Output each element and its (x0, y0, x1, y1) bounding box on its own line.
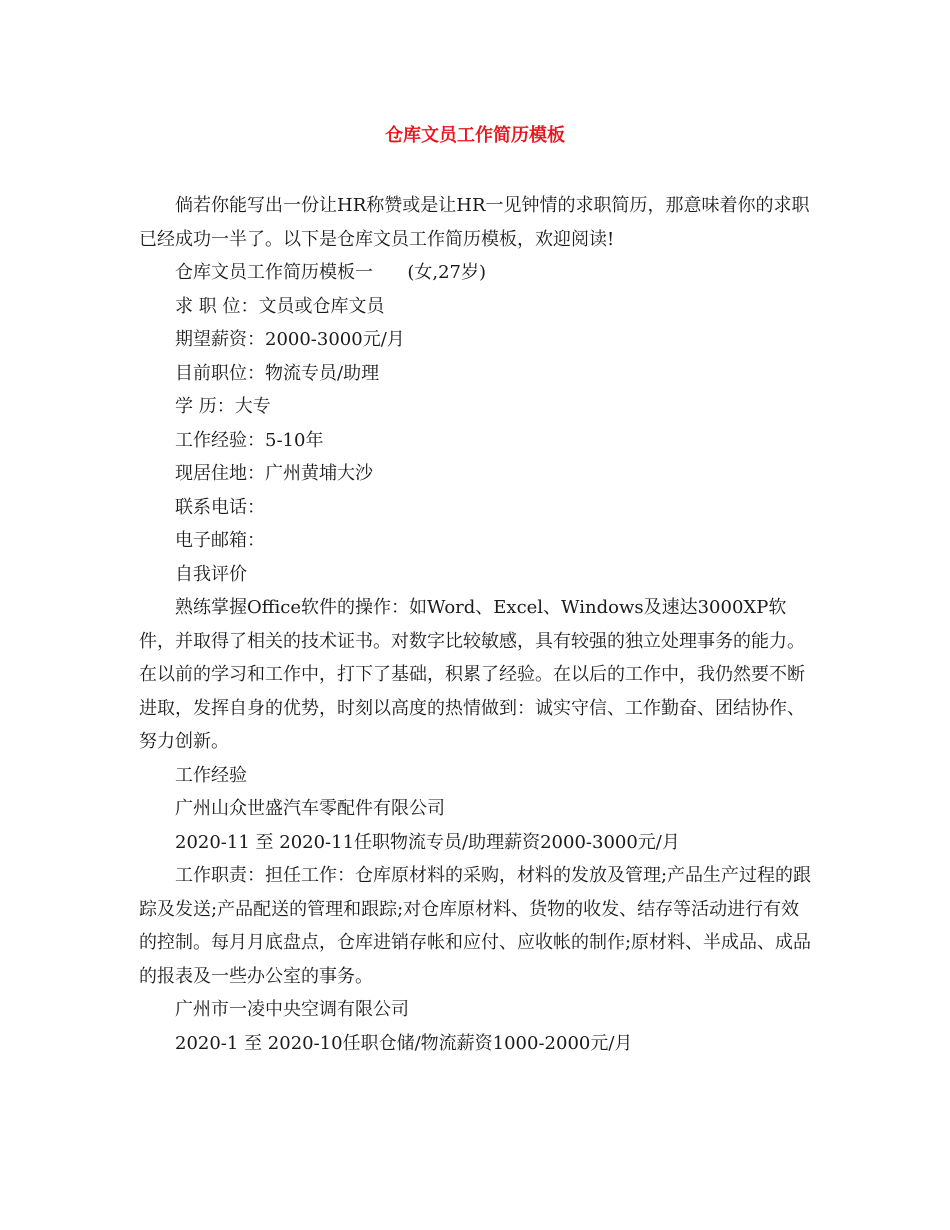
company-1-period: 2020-11 至 2020-11任职物流专员/助理薪资2000-3000元/月 (175, 831, 680, 853)
document-title: 仓库文员工作简历模板 (385, 125, 565, 146)
template-heading: 仓库文员工作简历模板一 (女,27岁) (175, 262, 486, 283)
company-2: 广州市一凌中央空调有限公司 (175, 999, 409, 1020)
field-phone: 联系电话： (175, 496, 265, 518)
intro-paragraph: 倘若你能写出一份让HR称赞或是让HR一见钟情的求职简历，那意味着你的求职已经成功一半了。以下是仓库文员工作简历模板，欢迎阅读! (139, 195, 810, 250)
field-residence: 现居住地：广州黄埔大沙 (175, 463, 373, 484)
field-current-position: 目前职位：物流专员/助理 (175, 362, 380, 384)
field-email: 电子邮箱： (175, 530, 265, 551)
self-evaluation-paragraph: 熟练掌握Office软件的操作：如Word、Excel、Windows及速达3000XP软件，并取得了相关的技术证书。对数字比较敏感，具有较强的独立处理事务的能力。在以前的学习和工作中，打下了基础，积累了经验。在以后的工作中，我仍然要不断进取，发挥自身的优势，时刻以高度的热情做到：诚实守信、工作勤奋、团结协作、努力创新。 (139, 597, 805, 752)
company-1: 广州山众世盛汽车零配件有限公司 (175, 798, 445, 819)
section-self-evaluation: 自我评价 (175, 563, 247, 585)
company-1-duties: 工作职责：担任工作：仓库原材料的采购，材料的发放及管理;产品生产过程的跟踪及发送;产品配送的管理和跟踪;对仓库原材料、货物的收发、结存等活动进行有效的控制。每月月底盘点，仓库进销存帐和应付、应收帐的制作;原材料、半成品、成品的报表及一些办公室的事务。 (139, 865, 812, 987)
field-experience: 工作经验：5-10年 (175, 429, 324, 451)
company-2-period: 2020-1 至 2020-10任职仓储/物流薪资1000-2000元/月 (175, 1032, 633, 1054)
field-salary: 期望薪资：2000-3000元/月 (175, 329, 405, 350)
document-body (139, 189, 815, 1060)
field-education: 学 历：大专 (175, 396, 271, 417)
section-work-experience: 工作经验 (175, 764, 247, 786)
field-position: 求 职 位：文员或仓库文员 (175, 295, 385, 317)
